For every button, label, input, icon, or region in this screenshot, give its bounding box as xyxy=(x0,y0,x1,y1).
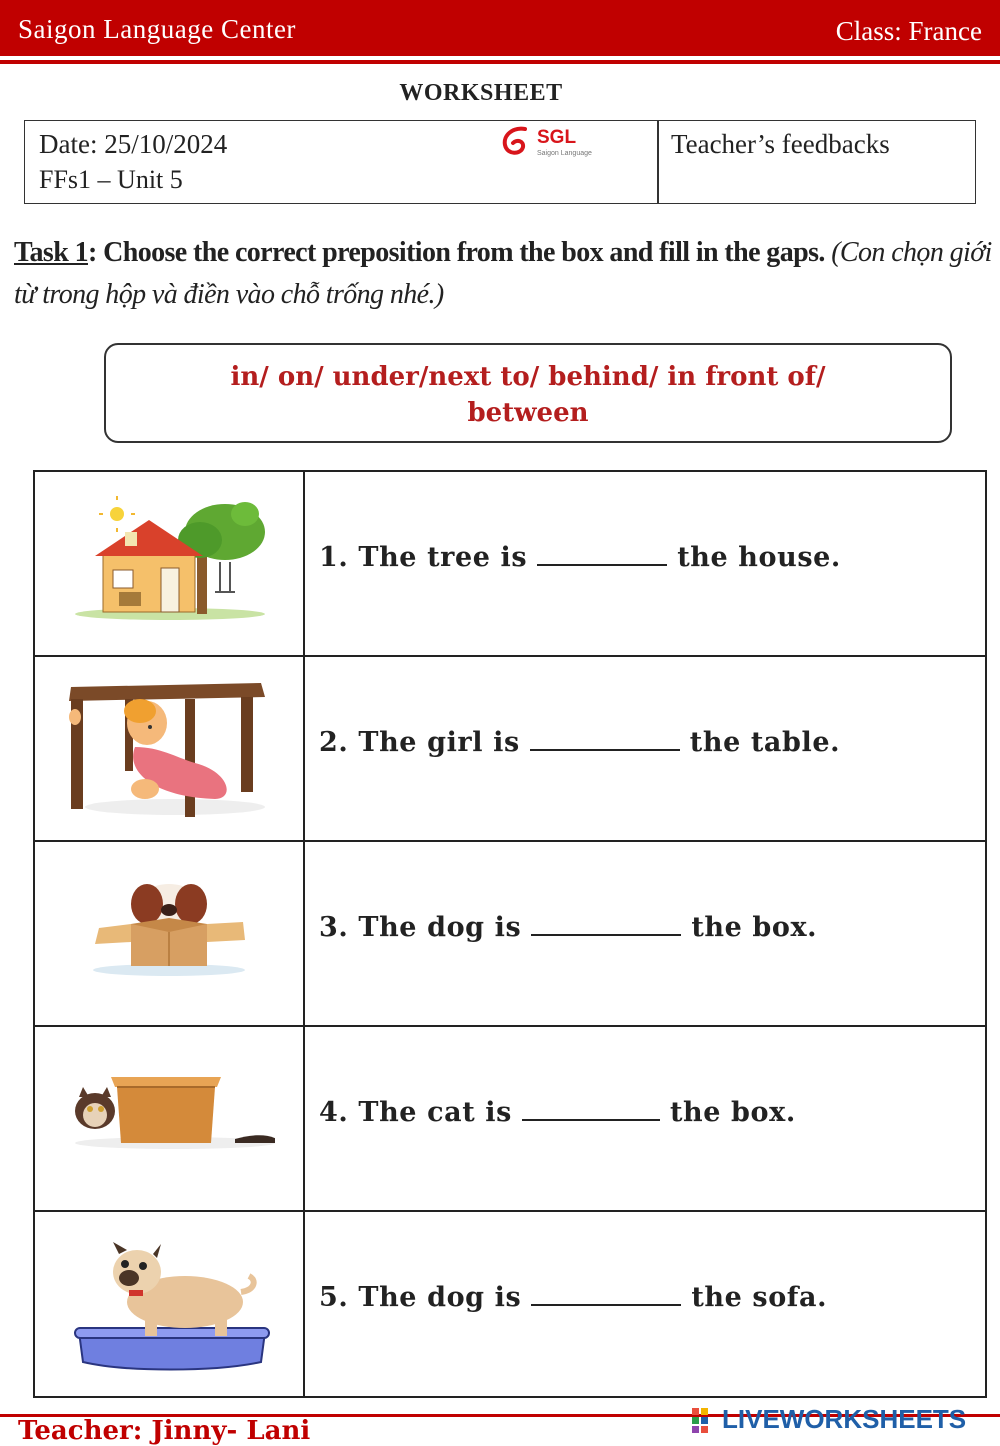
sentence-2-end: the table. xyxy=(689,727,841,758)
exercise-table xyxy=(33,470,987,1398)
feedback-label: Teacher’s feedbacks xyxy=(671,129,890,159)
sentence-5 xyxy=(319,1282,827,1313)
info-box xyxy=(24,120,976,204)
worksheet-title: WORKSHEET xyxy=(399,80,563,106)
exercise-row-2 xyxy=(35,657,985,842)
sentence-5-start: 5. The dog is xyxy=(319,1282,522,1313)
sentence-3 xyxy=(319,912,817,943)
class-label: Class: France xyxy=(835,16,982,46)
picture-cell xyxy=(35,1212,305,1397)
sentence-2 xyxy=(319,727,840,758)
info-divider xyxy=(657,121,659,203)
unit-label: FFs1 – Unit 5 xyxy=(39,165,183,194)
task-instruction xyxy=(14,232,994,316)
exercise-row-1 xyxy=(35,472,985,657)
sentence-3-end: the box. xyxy=(691,912,818,943)
cat-behind-box-picture xyxy=(65,1047,275,1187)
logo-subtitle: Saigon Language xyxy=(537,150,592,157)
sentence-5-end: the sofa. xyxy=(691,1282,828,1313)
sentence-4-start: 4. The cat is xyxy=(319,1097,512,1128)
tree-next-to-house-picture xyxy=(65,492,275,632)
task-label: Task 1 xyxy=(14,237,88,268)
word-box-line-2: between xyxy=(467,398,589,428)
answer-blank-5[interactable] xyxy=(531,1284,681,1306)
sentence-4-end: the box. xyxy=(669,1097,796,1128)
sentence-1-end: the house. xyxy=(677,542,841,573)
sentence-2-start: 2. The girl is xyxy=(319,727,520,758)
answer-blank-4[interactable] xyxy=(522,1099,660,1121)
answer-blank-3[interactable] xyxy=(531,914,681,936)
sentence-1 xyxy=(319,542,841,573)
word-box-line-1: in/ on/ under/next to/ behind/ in front of/ xyxy=(230,362,826,392)
girl-under-table-picture xyxy=(65,677,275,822)
picture-cell xyxy=(35,657,305,840)
task-text-vietnamese: (Con chọn giới từ trong hộp và điền vào chỗ trống nhé.) xyxy=(14,237,992,310)
dog-in-box-picture xyxy=(65,862,275,1002)
picture-cell xyxy=(35,472,305,655)
answer-blank-1[interactable] xyxy=(537,544,667,566)
sgl-logo xyxy=(495,125,605,165)
liveworksheets-icon xyxy=(692,1408,718,1434)
dog-on-sofa-picture xyxy=(65,1232,275,1377)
sentence-3-start: 3. The dog is xyxy=(319,912,522,943)
exercise-row-5 xyxy=(35,1212,985,1397)
teacher-name: Teacher: Jinny- Lani xyxy=(18,1416,311,1446)
center-name: Saigon Language Center xyxy=(18,14,296,44)
exercise-row-4 xyxy=(35,1027,985,1212)
sgl-logo-icon xyxy=(495,125,535,163)
picture-cell xyxy=(35,842,305,1025)
header-bar xyxy=(0,0,1000,56)
liveworksheets-logo xyxy=(692,1404,992,1434)
word-box xyxy=(104,343,952,443)
liveworksheets-brand: LIVEWORKSHEETS xyxy=(722,1404,967,1434)
answer-blank-2[interactable] xyxy=(530,729,680,751)
picture-cell xyxy=(35,1027,305,1210)
sentence-4 xyxy=(319,1097,796,1128)
sentence-1-start: 1. The tree is xyxy=(319,542,528,573)
logo-name: SGL xyxy=(537,127,577,148)
exercise-row-3 xyxy=(35,842,985,1027)
date-label: Date: 25/10/2024 xyxy=(39,129,228,159)
task-text: : Choose the correct preposition from the box and fill in the gaps. xyxy=(87,237,825,268)
header-divider xyxy=(0,60,1000,64)
